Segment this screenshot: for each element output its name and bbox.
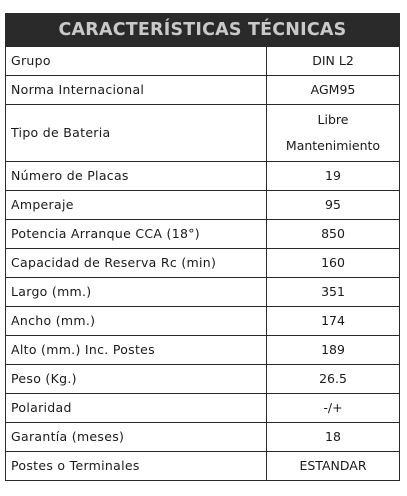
table-row xyxy=(6,278,400,307)
specs-title: CARACTERÍSTICAS TÉCNICAS xyxy=(5,13,400,46)
table-row xyxy=(6,336,400,365)
row-value: -/+ xyxy=(267,394,400,423)
row-value: AGM95 xyxy=(267,76,400,105)
table-row xyxy=(6,365,400,394)
row-label: Polaridad xyxy=(6,394,267,423)
row-label: Garantía (meses) xyxy=(6,423,267,452)
table-row xyxy=(6,162,400,191)
row-value: 189 xyxy=(267,336,400,365)
table-row xyxy=(6,394,400,423)
table-row xyxy=(6,452,400,481)
table-row xyxy=(6,307,400,336)
row-label: Largo (mm.) xyxy=(6,278,267,307)
row-value: 174 xyxy=(267,307,400,336)
row-value: DIN L2 xyxy=(267,47,400,76)
row-value: 18 xyxy=(267,423,400,452)
row-value-line1: Libre xyxy=(317,112,349,127)
table-row xyxy=(6,47,400,76)
row-label: Potencia Arranque CCA (18°) xyxy=(6,220,267,249)
table-row xyxy=(6,423,400,452)
row-label: Número de Placas xyxy=(6,162,267,191)
table-row xyxy=(6,249,400,278)
table-row xyxy=(6,105,400,162)
row-value: ESTANDAR xyxy=(267,452,400,481)
specs-panel xyxy=(5,13,400,481)
row-label: Postes o Terminales xyxy=(6,452,267,481)
table-row xyxy=(6,191,400,220)
row-value: 160 xyxy=(267,249,400,278)
row-label: Tipo de Bateria xyxy=(6,105,267,162)
row-value-line2: Mantenimiento xyxy=(285,138,381,153)
row-label: Capacidad de Reserva Rc (min) xyxy=(6,249,267,278)
row-label: Norma Internacional xyxy=(6,76,267,105)
row-label: Amperaje xyxy=(6,191,267,220)
row-value: 95 xyxy=(267,191,400,220)
row-value: 26.5 xyxy=(267,365,400,394)
row-value: 351 xyxy=(267,278,400,307)
row-value: 850 xyxy=(267,220,400,249)
row-label: Ancho (mm.) xyxy=(6,307,267,336)
row-value xyxy=(267,105,400,162)
row-label: Grupo xyxy=(6,47,267,76)
specs-table xyxy=(5,46,400,481)
row-label: Peso (Kg.) xyxy=(6,365,267,394)
row-label: Alto (mm.) Inc. Postes xyxy=(6,336,267,365)
table-row xyxy=(6,220,400,249)
table-row xyxy=(6,76,400,105)
row-value: 19 xyxy=(267,162,400,191)
